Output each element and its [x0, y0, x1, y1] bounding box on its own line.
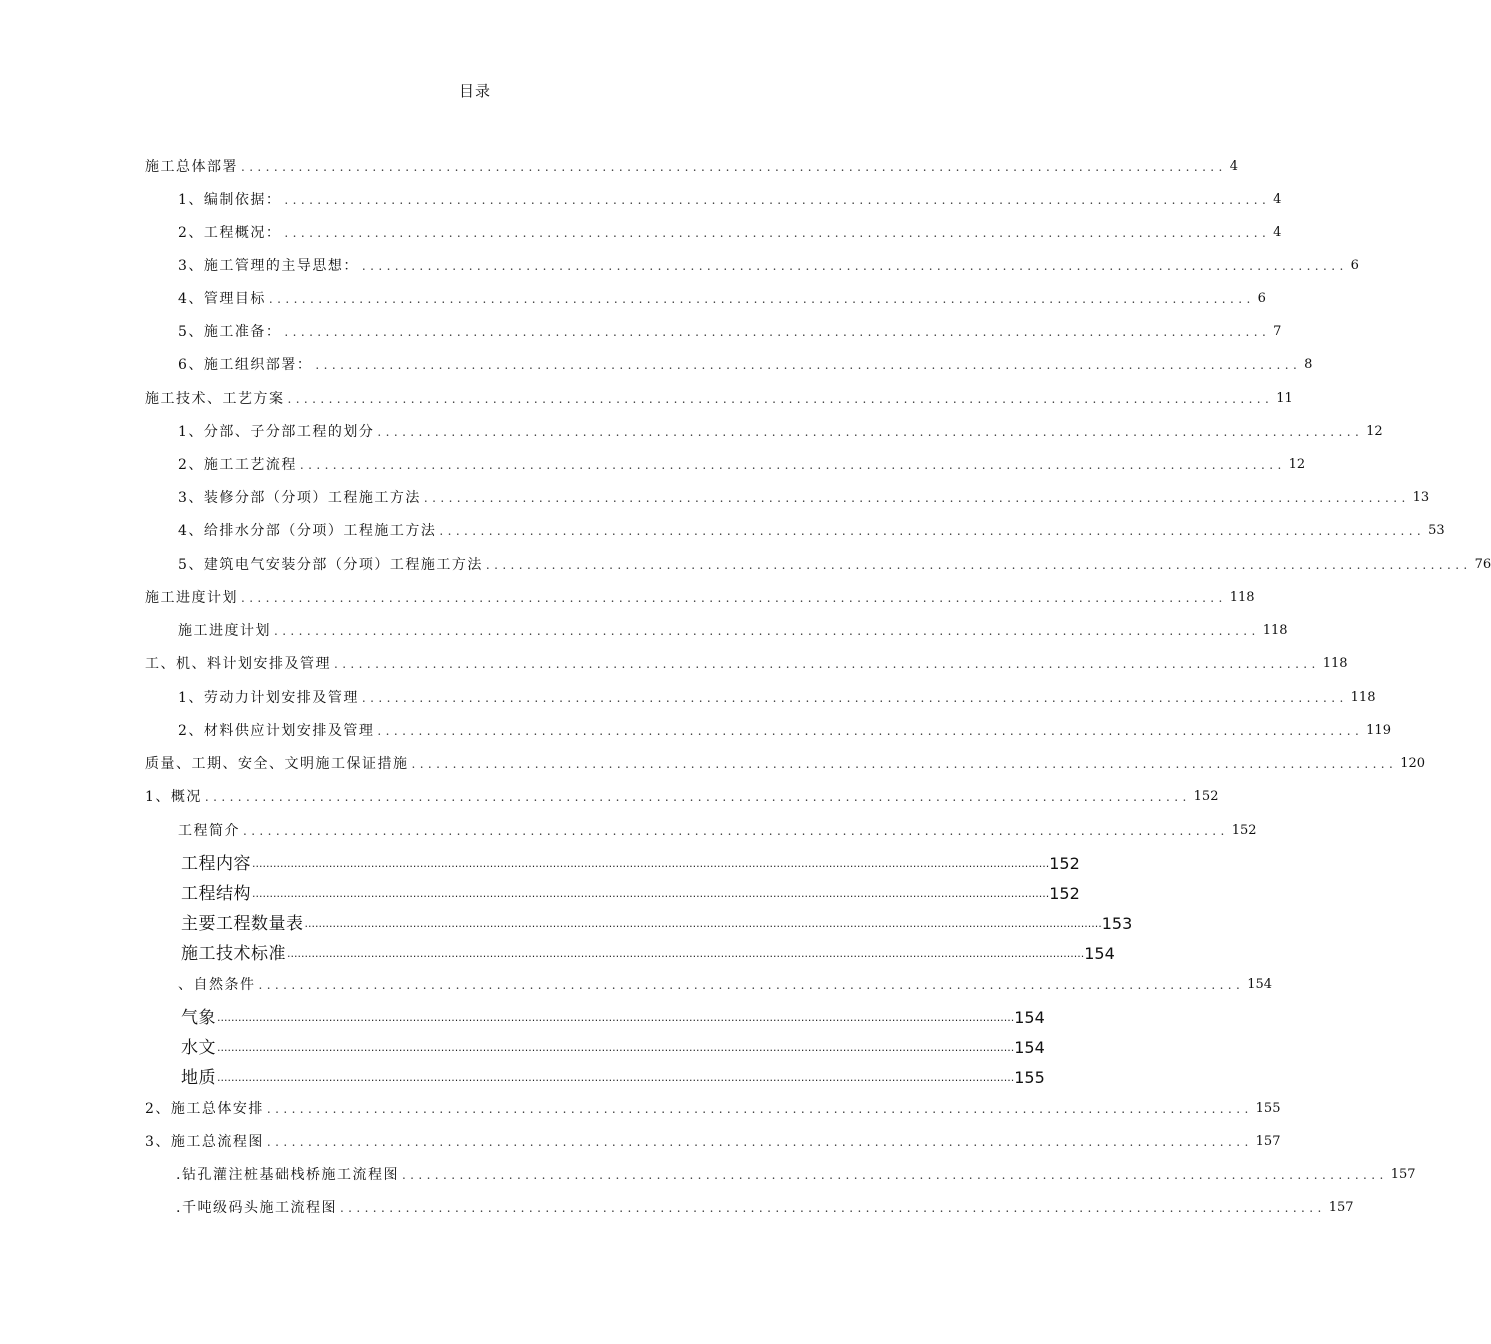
- toc-entry-label: 1、劳动力计划安排及管理: [178, 690, 359, 706]
- toc-entry-page: 157: [1328, 1200, 1354, 1215]
- toc-entry-label: .钻孔灌注桩基础栈桥施工流程图: [176, 1167, 399, 1183]
- toc-entry[interactable]: [145, 653, 1348, 675]
- toc-entry-label: 1、分部、子分部工程的划分: [178, 424, 375, 440]
- toc-entry-label: .千吨级码头施工流程图: [176, 1200, 337, 1216]
- dot-leader: ........................................................................................................................: [377, 425, 1364, 439]
- dot-leader: ........................................................................................................................: [485, 558, 1472, 572]
- toc-entry-page: 4: [1273, 225, 1282, 240]
- toc-entry-label: 3、装修分部（分项）工程施工方法: [178, 490, 421, 506]
- toc-entry-label: 、自然条件: [178, 977, 256, 993]
- dot-leader: ........................................................................................................................: [284, 193, 1271, 207]
- toc-entry[interactable]: [145, 786, 1219, 808]
- toc-entry-page: 154: [1014, 1008, 1045, 1027]
- dot-leader: ........................................................................................................................: [361, 691, 1348, 705]
- toc-entry-page: 154: [1084, 944, 1115, 963]
- toc-entry-page: 8: [1304, 357, 1313, 372]
- toc-entry-page: 152: [1231, 823, 1257, 838]
- toc-entry-label: 工、机、料计划安排及管理: [145, 656, 331, 672]
- toc-entry-label: 2、工程概况：: [178, 225, 282, 241]
- toc-entry-label: 水文: [181, 1038, 216, 1058]
- toc-entry-label: 1、编制依据：: [178, 192, 282, 208]
- toc-entry-page: 12: [1288, 457, 1306, 472]
- toc-entry-label: 3、施工总流程图: [145, 1134, 264, 1150]
- toc-entry[interactable]: [145, 156, 1239, 178]
- toc-entry-page: 153: [1101, 914, 1133, 933]
- dot-leader: ........................................................................................................................: [266, 1135, 1253, 1149]
- toc-entry-label: 施工技术、工艺方案: [145, 391, 285, 407]
- toc-entry-label: 质量、工期、安全、文明施工保证措施: [145, 756, 409, 772]
- toc-entry[interactable]: [178, 454, 1306, 476]
- toc-entry[interactable]: [181, 1066, 1045, 1090]
- toc-entry-label: 施工总体部署: [145, 159, 238, 175]
- toc-entry-label: 地质: [181, 1068, 216, 1088]
- toc-entry-label: 工程结构: [181, 884, 251, 904]
- toc-entry[interactable]: [145, 1131, 1281, 1153]
- dot-leader: ........................................................................................................................: [241, 160, 1227, 174]
- toc-entry[interactable]: [178, 520, 1445, 542]
- toc-entry-page: 119: [1366, 723, 1391, 738]
- toc-entry[interactable]: [178, 554, 1491, 576]
- toc-entry-label: 1、概况: [145, 789, 202, 805]
- toc-entry[interactable]: [145, 1098, 1281, 1120]
- toc-entry-page: 11: [1276, 391, 1293, 406]
- toc-entry[interactable]: [176, 1197, 1354, 1219]
- toc-entry[interactable]: [178, 421, 1383, 443]
- dot-leader: ........................................................................................................................: [274, 624, 1260, 638]
- toc-entry-page: 118: [1262, 623, 1288, 638]
- dot-leader: ........................................................................................................................: [411, 757, 1398, 771]
- toc-entry-label: 施工进度计划: [145, 590, 238, 606]
- toc-entry-page: 155: [1014, 1068, 1045, 1087]
- dot-leader: ........................................................................................................................: [284, 226, 1271, 240]
- toc-entry[interactable]: [178, 620, 1288, 642]
- toc-entry-label: 2、材料供应计划安排及管理: [178, 723, 375, 739]
- toc-entry-label: 工程内容: [181, 854, 251, 874]
- toc-entry[interactable]: [181, 1006, 1045, 1030]
- dot-leader: ....................................................................................................................................................................................................................................: [304, 917, 1102, 930]
- toc-entry[interactable]: [181, 1036, 1045, 1060]
- toc-entry[interactable]: [176, 1164, 1416, 1186]
- dot-leader: ....................................................................................................................................................................................................................................: [252, 887, 1050, 900]
- toc-entry-page: 154: [1014, 1038, 1045, 1057]
- dot-leader: ........................................................................................................................: [268, 292, 1255, 306]
- toc-entry-page: 152: [1193, 789, 1219, 804]
- toc-entry-page: 12: [1366, 424, 1383, 439]
- dot-leader: ........................................................................................................................: [439, 524, 1426, 538]
- toc-entry-page: 155: [1255, 1101, 1281, 1116]
- dot-leader: ........................................................................................................................: [204, 790, 1191, 804]
- dot-leader: ........................................................................................................................: [284, 325, 1271, 339]
- dot-leader: ....................................................................................................................................................................................................................................: [287, 947, 1085, 960]
- dot-leader: ....................................................................................................................................................................................................................................: [252, 857, 1050, 870]
- toc-entry-page: 7: [1273, 324, 1282, 339]
- dot-leader: ........................................................................................................................: [334, 657, 1320, 671]
- dot-leader: ........................................................................................................................: [339, 1201, 1326, 1215]
- toc-entry[interactable]: [181, 882, 1080, 906]
- dot-leader: ........................................................................................................................: [287, 392, 1274, 406]
- toc-entry-label: 5、施工准备：: [178, 324, 282, 340]
- toc-entry-label: 5、建筑电气安装分部（分项）工程施工方法: [178, 557, 483, 573]
- toc-entry-label: 6、施工组织部署：: [178, 357, 313, 373]
- toc-entry-page: 154: [1247, 977, 1273, 992]
- toc-entry[interactable]: [145, 388, 1293, 410]
- toc-entry[interactable]: [178, 321, 1282, 343]
- toc-entry-page: 76: [1474, 557, 1491, 572]
- toc-entry[interactable]: [178, 354, 1313, 376]
- toc-entry[interactable]: [178, 487, 1430, 509]
- toc-entry-page: 120: [1400, 756, 1426, 771]
- toc-entry[interactable]: [178, 974, 1273, 996]
- toc-entry-page: 13: [1412, 490, 1430, 505]
- dot-leader: ........................................................................................................................: [299, 458, 1286, 472]
- toc-entry-label: 2、施工工艺流程: [178, 457, 297, 473]
- toc-entry[interactable]: [181, 942, 1115, 966]
- toc-entry[interactable]: [178, 820, 1257, 842]
- toc-entry-page: 4: [1273, 192, 1282, 207]
- toc-entry[interactable]: [178, 189, 1282, 211]
- toc-entry-label: 4、管理目标: [178, 291, 266, 307]
- toc-entry-page: 118: [1322, 656, 1348, 671]
- toc-entry-page: 4: [1229, 159, 1239, 174]
- toc-entry-page: 152: [1049, 854, 1080, 873]
- dot-leader: ........................................................................................................................: [361, 259, 1348, 273]
- dot-leader: ........................................................................................................................: [423, 491, 1410, 505]
- toc-entry[interactable]: [181, 912, 1133, 936]
- toc-entry[interactable]: [145, 753, 1426, 775]
- dot-leader: ........................................................................................................................: [401, 1168, 1388, 1182]
- toc-entry-label: 工程简介: [178, 823, 240, 839]
- dot-leader: ........................................................................................................................: [377, 724, 1364, 738]
- dot-leader: ....................................................................................................................................................................................................................................: [217, 1041, 1015, 1054]
- toc-entry[interactable]: [178, 720, 1391, 742]
- toc-entry[interactable]: [178, 255, 1359, 277]
- toc-entry-page: 118: [1350, 690, 1376, 705]
- toc-entry-label: 2、施工总体安排: [145, 1101, 264, 1117]
- dot-leader: ....................................................................................................................................................................................................................................: [217, 1071, 1015, 1084]
- toc-entry-page: 157: [1255, 1134, 1281, 1149]
- toc-entry-page: 118: [1229, 590, 1255, 605]
- toc-entry-label: 4、给排水分部（分项）工程施工方法: [178, 523, 437, 539]
- toc-entry-page: 152: [1049, 884, 1080, 903]
- toc-entry-label: 3、施工管理的主导思想：: [178, 258, 359, 274]
- toc-entry-page: 157: [1390, 1167, 1416, 1182]
- toc-entry[interactable]: [145, 587, 1255, 609]
- dot-leader: ........................................................................................................................: [243, 824, 1229, 838]
- dot-leader: ....................................................................................................................................................................................................................................: [217, 1011, 1015, 1024]
- toc-title: 目录: [458, 82, 491, 100]
- toc-entry-label: 主要工程数量表: [181, 914, 304, 934]
- dot-leader: ........................................................................................................................: [241, 591, 1227, 605]
- toc-entry[interactable]: [178, 288, 1266, 310]
- toc-entry-page: 6: [1257, 291, 1266, 306]
- toc-entry[interactable]: [181, 852, 1080, 876]
- toc-entry[interactable]: [178, 687, 1376, 709]
- toc-entry[interactable]: [178, 222, 1282, 244]
- dot-leader: ........................................................................................................................: [266, 1102, 1253, 1116]
- dot-leader: ........................................................................................................................: [258, 978, 1245, 992]
- toc-entry-page: 53: [1428, 523, 1445, 538]
- toc-entry-label: 施工技术标准: [181, 944, 286, 964]
- toc-entry-page: 6: [1350, 258, 1359, 273]
- toc-entry-label: 施工进度计划: [178, 623, 271, 639]
- toc-entry-label: 气象: [181, 1008, 216, 1028]
- dot-leader: ........................................................................................................................: [315, 358, 1302, 372]
